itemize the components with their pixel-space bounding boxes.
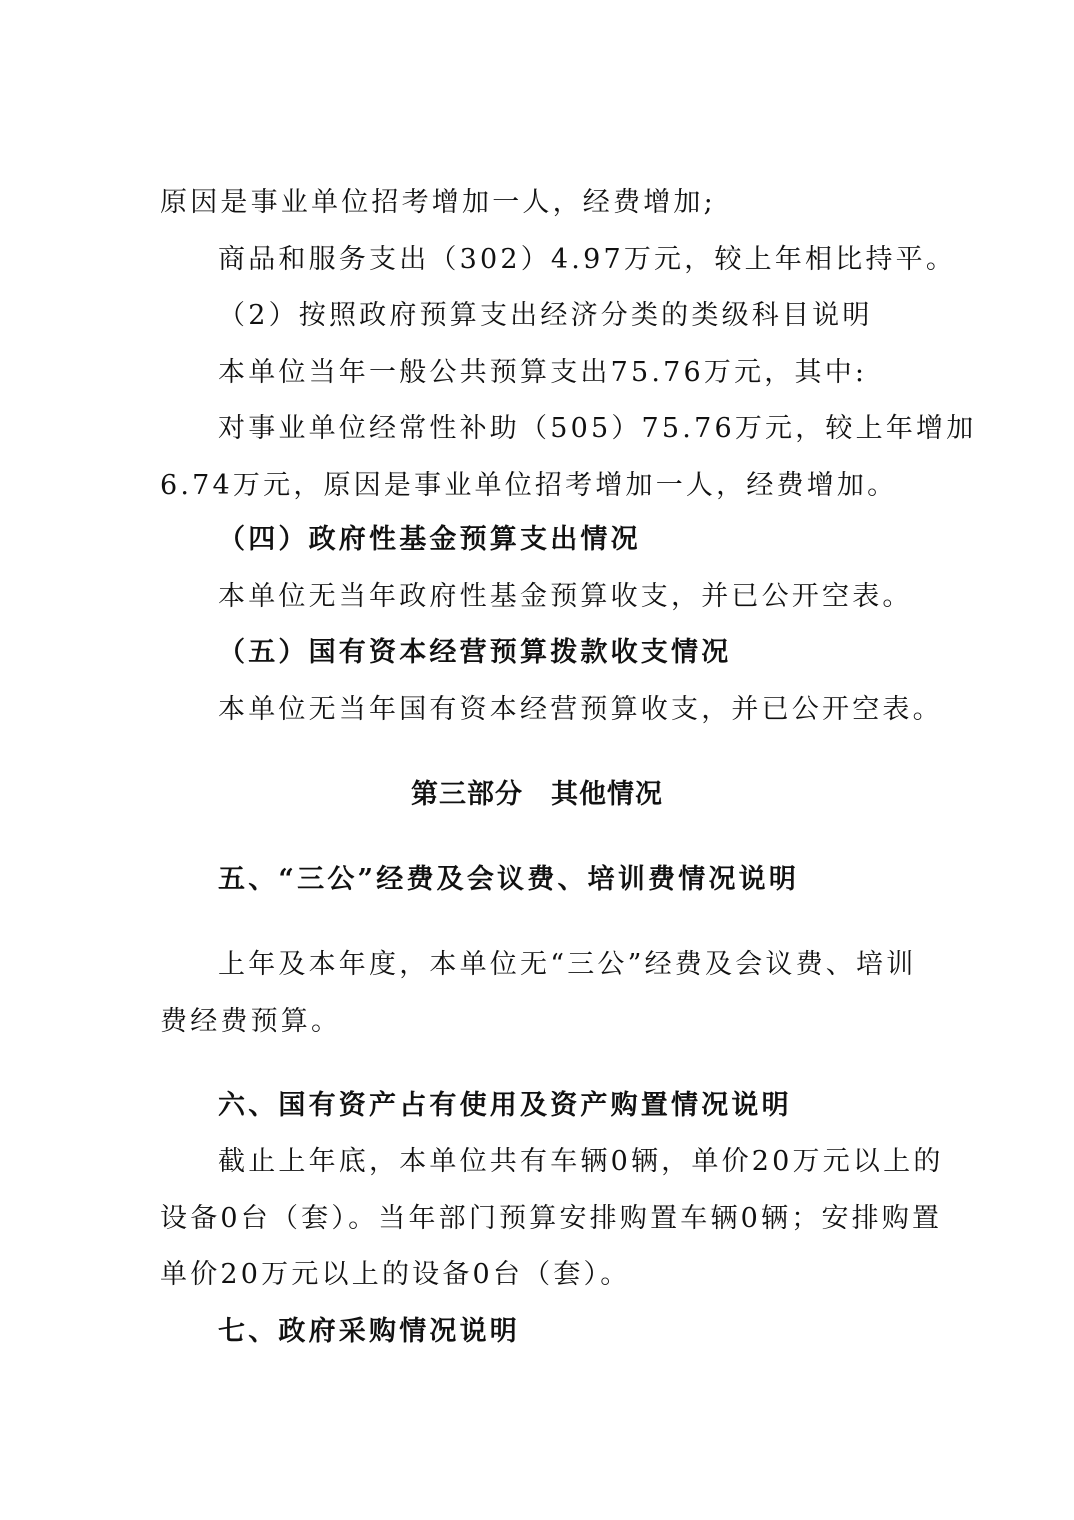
paragraph-goods-services: 商品和服务支出（302）4.97万元，较上年相比持平。 <box>218 244 957 275</box>
paragraph-subsidy-line2: 6.74万元，原因是事业单位招考增加一人，经费增加。 <box>160 470 898 501</box>
paragraph-gov-fund: 本单位无当年政府性基金预算收支，并已公开空表。 <box>218 581 913 612</box>
paragraph-three-public-line1: 上年及本年度，本单位无“三公”经费及会议费、培训 <box>218 949 917 980</box>
paragraph-assets-line3: 单价20万元以上的设备0台（套）。 <box>160 1259 631 1290</box>
paragraph-three-public-line2: 费经费预算。 <box>160 1006 342 1037</box>
paragraph-assets-line2: 设备0台（套）。当年部门预算安排购置车辆0辆；安排购置 <box>160 1203 943 1234</box>
paragraph-continuation: 原因是事业单位招考增加一人，经费增加; <box>160 187 716 218</box>
heading-three-public: 五、“三公”经费及会议费、培训费情况说明 <box>218 864 800 895</box>
paragraph-general-budget: 本单位当年一般公共预算支出75.76万元，其中: <box>218 357 868 388</box>
heading-state-assets: 六、国有资产占有使用及资产购置情况说明 <box>218 1090 792 1121</box>
paragraph-state-capital: 本单位无当年国有资本经营预算收支，并已公开空表。 <box>218 694 943 725</box>
part-three-title: 第三部分 其他情况 <box>411 779 663 810</box>
paragraph-subsidy-line1: 对事业单位经常性补助（505）75.76万元，较上年增加 <box>218 413 977 444</box>
heading-state-capital: （五）国有资本经营预算拨款收支情况 <box>218 637 732 668</box>
paragraph-assets-line1: 截止上年底，本单位共有车辆0辆，单价20万元以上的 <box>218 1146 944 1177</box>
heading-gov-fund: （四）政府性基金预算支出情况 <box>218 524 641 555</box>
subheading-economic-class: （2）按照政府预算支出经济分类的类级科目说明 <box>218 300 873 331</box>
heading-procurement: 七、政府采购情况说明 <box>218 1316 520 1347</box>
